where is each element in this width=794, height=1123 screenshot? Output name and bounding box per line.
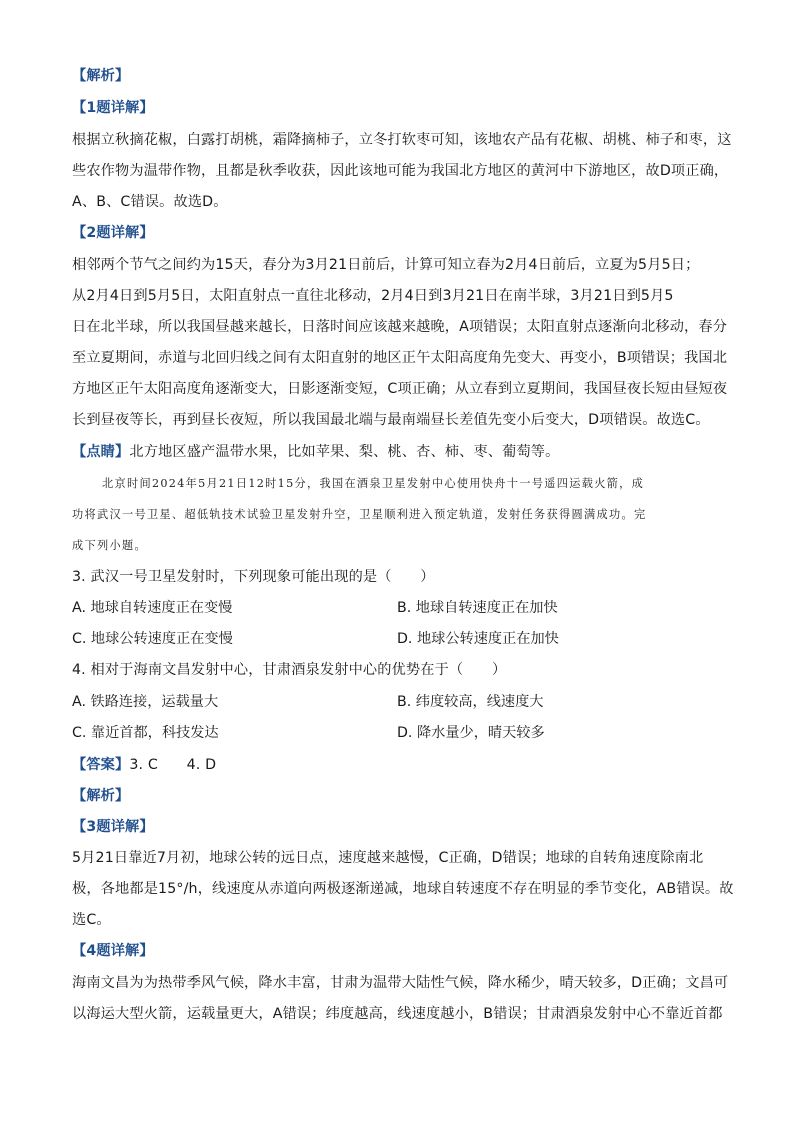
q2-detail-heading: 【2题详解】	[72, 225, 154, 241]
question-4-stem: 4. 相对于海南文昌发射中心，甘肃酒泉发射中心的优势在于（ ）	[72, 662, 507, 678]
question-4-option-d: D. 降水量少，晴天较多	[397, 725, 545, 741]
passage-line: 成下列小题。	[72, 539, 147, 552]
q3-text-line: 5月21日靠近7月初，地球公转的远日点，速度越来越慢，C正确，D错误；地球的自转角速度除南北	[72, 850, 704, 866]
tip-paragraph	[72, 442, 722, 462]
q2-text-line: 日在北半球，所以我国昼越来越长，日落时间应该越来越晚，A项错误；太阳直射点逐渐向北移动，春分	[72, 319, 728, 335]
analysis-heading: 【解析】	[72, 788, 130, 804]
question-3-stem: 3. 武汉一号卫星发射时，下列现象可能出现的是（ ）	[72, 569, 435, 585]
question-3-option-d: D. 地球公转速度正在加快	[397, 631, 559, 647]
q2-text-line: 相邻两个节气之间约为15天，春分为3月21日前后，计算可知立春为2月4日前后，立夏为5月5日；	[72, 257, 700, 273]
q3-detail-heading: 【3题详解】	[72, 819, 154, 835]
q2-text-line: 长到昼夜等长，再到昼长夜短，所以我国最北端与最南端昼长差值先变小后变大，D项错误。故选C。	[72, 412, 710, 428]
question-3-option-b: B. 地球自转速度正在加快	[397, 600, 558, 616]
question-4-option-a: A. 铁路连接，运载量大	[72, 694, 219, 710]
q1-text-line: 根据立秋摘花椒，白露打胡桃，霜降摘柿子，立冬打软枣可知，该地农产品有花椒、胡桃、柿子和枣，这	[72, 132, 732, 148]
q4-detail-heading: 【4题详解】	[72, 943, 154, 959]
question-4-option-b: B. 纬度较高，线速度大	[397, 694, 544, 710]
question-4-option-c: C. 靠近首都，科技发达	[72, 725, 219, 741]
answer-line	[72, 755, 722, 775]
q2-text-line: 方地区正午太阳高度角逐渐变大，日影逐渐变短，C项正确；从立春到立夏期间，我国昼夜长短由昼短夜	[72, 381, 728, 397]
q2-text-line: 从2月4日到5月5日，太阳直射点一直往北移动，2月4日到3月21日在南半球，3月21日到5月5	[72, 288, 674, 304]
q1-detail-heading: 【1题详解】	[72, 100, 154, 116]
q4-text-line: 海南文昌为为热带季风气候，降水丰富，甘肃为温带大陆性气候，降水稀少，晴天较多，D正确；文昌可	[72, 975, 729, 991]
passage-line: 功将武汉一号卫星、超低轨技术试验卫星发射升空，卫星顺利进入预定轨道，发射任务获得圆满成功。完	[72, 508, 647, 521]
passage-line: 北京时间2024年5月21日12时15分，我国在酒泉卫星发射中心使用快舟十一号遥四运载火箭，成	[102, 477, 645, 490]
q2-text-line: 至立夏期间，赤道与北回归线之间有太阳直射的地区正午太阳高度角先变大、再变小，B项错误；我国北	[72, 350, 728, 366]
q4-text-line: 以海运大型火箭，运载量更大，A错误；纬度越高，线速度越小，B错误；甘肃酒泉发射中心不靠近首都	[72, 1006, 723, 1022]
question-3-option-c: C. 地球公转速度正在变慢	[72, 631, 233, 647]
answer-tag: 【答案】	[72, 757, 130, 773]
answer-text: 3. C 4. D	[129, 757, 217, 773]
q1-text-line: A、B、C错误。故选D。	[72, 194, 228, 210]
tip-tag: 【点睛】	[72, 444, 130, 460]
q3-text-line: 极，各地都是15°/h，线速度从赤道向两极逐渐递减，地球自转速度不存在明显的季节变化，AB错误。故	[72, 881, 734, 897]
analysis-heading: 【解析】	[72, 68, 130, 84]
q1-text-line: 些农作物为温带作物，且都是秋季收获，因此该地可能为我国北方地区的黄河中下游地区，故D项正确，	[72, 163, 729, 179]
question-3-option-a: A. 地球自转速度正在变慢	[72, 600, 233, 616]
tip-text: 北方地区盛产温带水果，比如苹果、梨、桃、杏、柿、枣、葡萄等。	[129, 444, 560, 460]
q3-text-line: 选C。	[72, 912, 111, 928]
